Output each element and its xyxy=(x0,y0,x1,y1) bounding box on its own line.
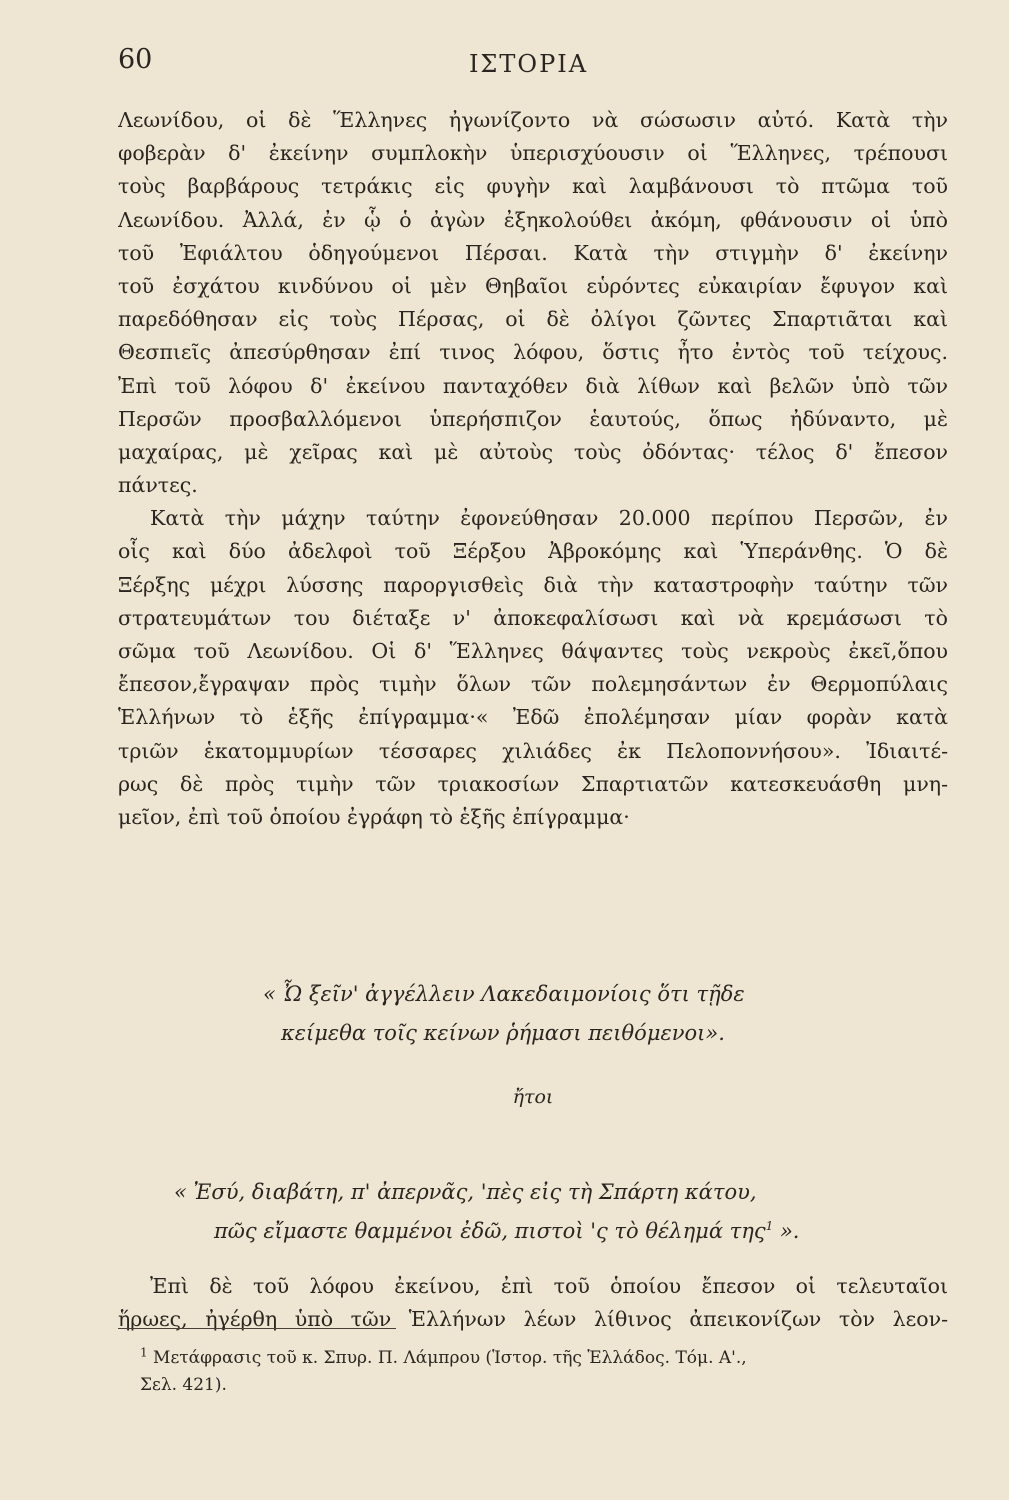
footnote-line: Σελ. 421). xyxy=(140,1375,227,1395)
text-line: τριῶν ἑκατομμυρίων τέσσαρες χιλιάδες ἐκ Πελοποννήσου». Ἰδιαιτέ- xyxy=(118,738,948,763)
verse-line xyxy=(118,1212,948,1251)
text-line: Θεσπιεῖς ἀπεσύρθησαν ἐπί τινος λόφου, ὅστις ἦτο ἐντὸς τοῦ τείχους. xyxy=(118,340,948,365)
text-line: Ἐπὶ δὲ τοῦ λόφου ἐκείνου, ἐπὶ τοῦ ὁποίου ἔπεσον οἱ τελευταῖοι xyxy=(150,1274,948,1298)
text-line: Λεωνίδου. Ἀλλά, ἐν ᾧ ὁ ἀγὼν ἐξηκολούθει ἀκόμη, φθάνουσιν οἱ ὑπὸ xyxy=(118,207,948,232)
text-line: τοῦ ἐσχάτου κινδύνου οἱ μὲν Θηβαῖοι εὑρόντες εὐκαιρίαν ἔφυγον καὶ xyxy=(118,273,948,298)
footnote-line xyxy=(140,1345,950,1372)
text-line: Κατὰ τὴν μάχην ταύτην ἐφονεύθησαν 20.000 περίπου Περσῶν, ἐν xyxy=(150,506,948,531)
page-header xyxy=(118,44,939,84)
ancient-epigram xyxy=(118,975,948,1053)
paragraph-1 xyxy=(118,104,948,834)
verse-line: « Ὦ ξεῖν' ἀγγέλλειν Λακεδαιμονίοις ὅτι τῇδε xyxy=(263,982,745,1006)
text-line: ἥρωες, ἠγέρθη ὑπὸ τῶν Ἑλλήνων λέων λίθινος ἀπεικονίζων τὸν λεον- xyxy=(118,1307,948,1332)
verse-text: πῶς εἴμαστε θαμμένοι ἐδῶ, πιστοὶ 'ς τὸ θέλημά της xyxy=(214,1219,766,1243)
verse-line: « Ἐσύ, διαβάτη, π' ἀπερνᾶς, 'πὲς εἰς τὴ Σπάρτη κάτου, xyxy=(174,1180,757,1204)
footnote-reference: 1 xyxy=(765,1219,774,1233)
text-line: Ἐπὶ τοῦ λόφου δ' ἐκείνου πανταχόθεν διὰ λίθων καὶ βελῶν ὑπὸ τῶν xyxy=(118,373,948,398)
footnote-text: Μετάφρασις τοῦ κ. Σπυρ. Π. Λάμπρου (Ἱστορ. τῆς Ἑλλάδος. Τόμ. Α'., xyxy=(147,1348,747,1368)
paragraph-3 xyxy=(118,1270,948,1336)
text-line: Ξέρξης μέχρι λύσσης παροργισθεὶς διὰ τὴν καταστροφὴν ταύτην τῶν xyxy=(118,572,948,597)
text-line: οἷς καὶ δύο ἀδελφοὶ τοῦ Ξέρξου Ἀβροκόμης καὶ Ὑπεράνθης. Ὁ δὲ xyxy=(118,539,948,564)
page-number: 60 xyxy=(118,44,153,75)
verse-line: κείμεθα τοῖς κείνων ῥήμασι πειθόμενοι». xyxy=(281,1021,725,1045)
text-line: τοῦ Ἐφιάλτου ὁδηγούμενοι Πέρσαι. Κατὰ τὴν στιγμὴν δ' ἐκείνην xyxy=(118,240,948,265)
text-line: μαχαίρας, μὲ χεῖρας καὶ μὲ αὐτοὺς τοὺς ὀδόντας· τέλος δ' ἔπεσον xyxy=(118,439,948,464)
text-line: Περσῶν προσβαλλόμενοι ὑπερήσπιζον ἑαυτούς, ὅπως ἠδύναντο, μὲ xyxy=(118,406,948,431)
text-line: τοὺς βαρβάρους τετράκις εἰς φυγὴν καὶ λαμβάνουσι τὸ πτῶμα τοῦ xyxy=(118,174,948,199)
text-line: ρως δὲ πρὸς τιμὴν τῶν τριακοσίων Σπαρτιατῶν κατεσκευάσθη μνη- xyxy=(118,771,948,796)
modern-epigram xyxy=(118,1173,948,1251)
text-line: σῶμα τοῦ Λεωνίδου. Οἱ δ' Ἕλληνες θάψαντες τοὺς νεκροὺς ἐκεῖ,ὅπου xyxy=(118,639,948,663)
footnote-marker: 1 xyxy=(140,1345,148,1360)
footnote-divider xyxy=(118,1328,396,1329)
text-line: στρατευμάτων του διέταξε ν' ἀποκεφαλίσωσι καὶ νὰ κρεμάσωσι τὸ xyxy=(118,605,948,630)
running-head: ΙΣΤΟΡΙΑ xyxy=(468,50,589,78)
verse-end: ». xyxy=(773,1219,800,1243)
text-line: Ἑλλήνων τὸ ἑξῆς ἐπίγραμμα·« Ἐδῶ ἐπολέμησαν μίαν φορὰν κατὰ xyxy=(118,705,948,730)
text-line: μεῖον, ἐπὶ τοῦ ὁποίου ἐγράφη τὸ ἑξῆς ἐπίγραμμα· xyxy=(118,804,630,829)
footnote xyxy=(140,1345,950,1399)
text-line: παρεδόθησαν εἰς τοὺς Πέρσας, οἱ δὲ ὀλίγοι ζῶντες Σπαρτιᾶται καὶ xyxy=(118,307,948,332)
text-line: Λεωνίδου, οἱ δὲ Ἕλληνες ἠγωνίζοντο νὰ σώσωσιν αὐτό. Κατὰ τὴν xyxy=(118,108,948,132)
connector-word: ἤτοι xyxy=(512,1086,554,1108)
text-line: πάντες. xyxy=(118,473,198,498)
text-line: φοβερὰν δ' ἐκείνην συμπλοκὴν ὑπερισχύουσιν οἱ Ἕλληνες, τρέπουσι xyxy=(118,141,948,166)
text-line: ἔπεσον,ἔγραψαν πρὸς τιμὴν ὅλων τῶν πολεμησάντων ἐν Θερμοπύλαις xyxy=(118,672,948,697)
